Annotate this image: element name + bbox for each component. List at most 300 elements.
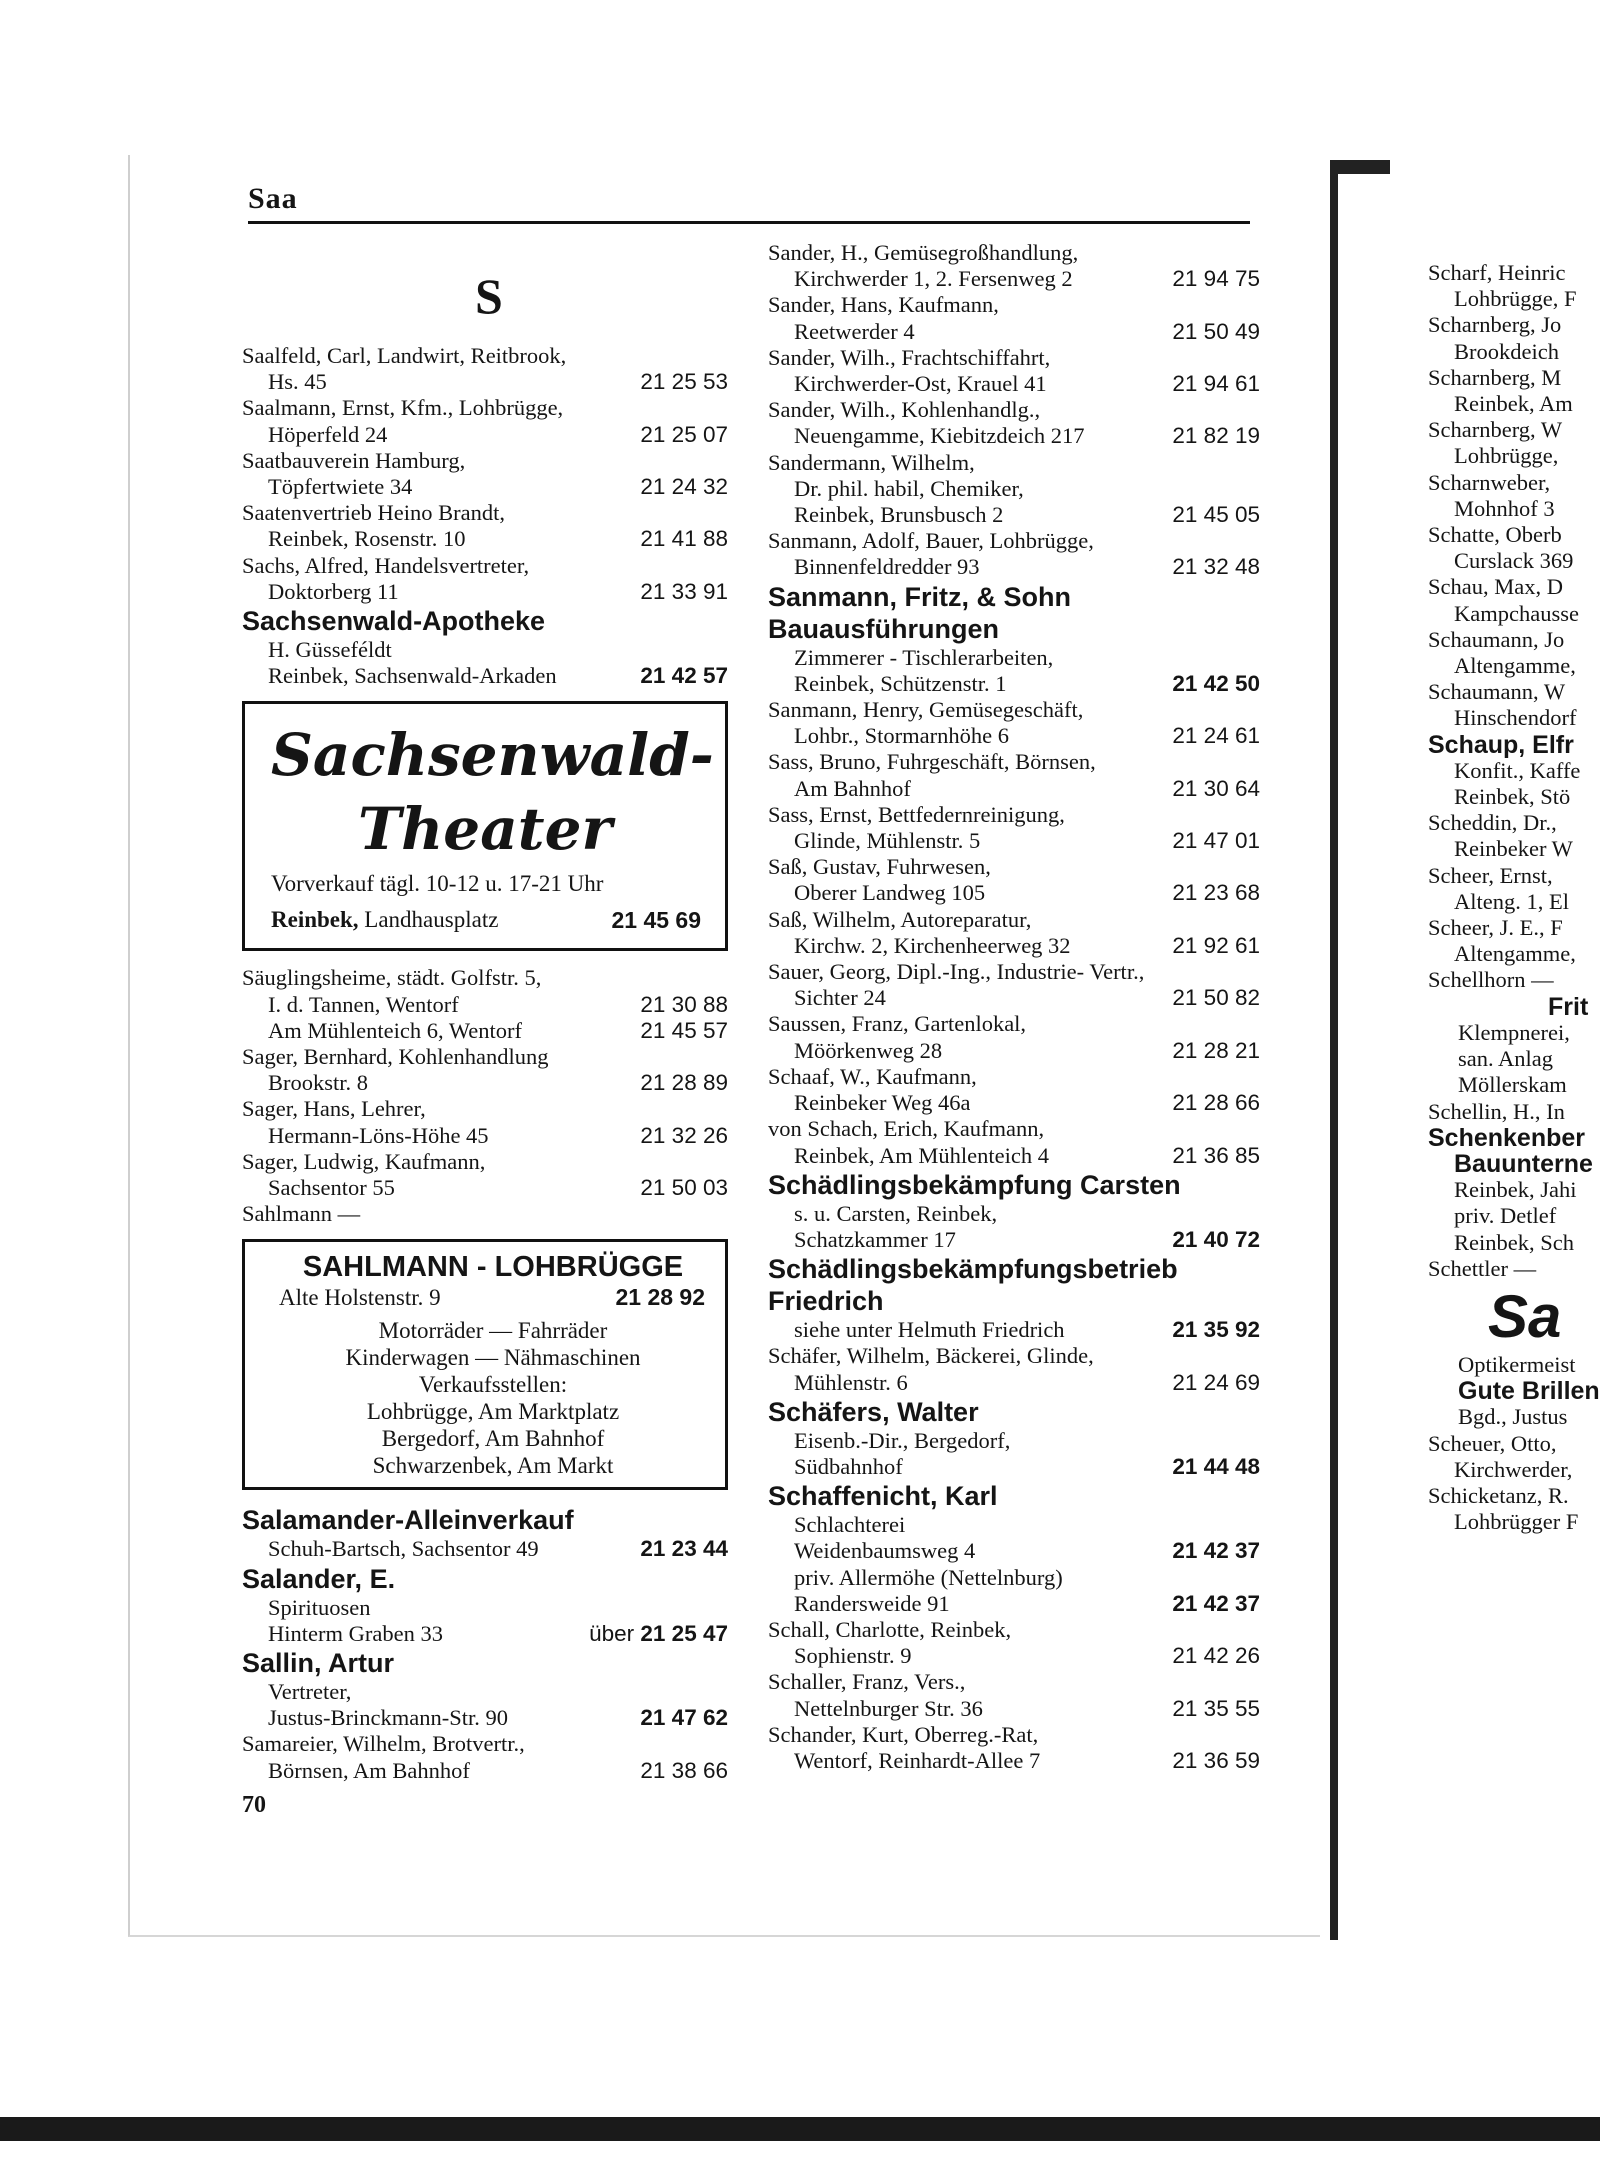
entry-phone: 21 38 66 xyxy=(640,1757,728,1783)
ad-theater-title-2: Theater xyxy=(357,795,613,864)
entry-number-group xyxy=(1172,828,1260,854)
column-facing xyxy=(1428,260,1600,1535)
entry-number-group xyxy=(640,579,728,605)
column-middle xyxy=(768,240,1260,1774)
entry-row xyxy=(768,933,1260,959)
entry-name: Sachs, Alfred, Handelsvertreter, xyxy=(242,552,530,578)
entry-number-group xyxy=(589,1621,728,1647)
entry-phone: 21 25 47 xyxy=(640,1620,728,1646)
facing-entry-fragment: Schicketanz, R. xyxy=(1428,1482,1569,1508)
entry-address: Börnsen, Am Bahnhof xyxy=(268,1757,470,1783)
facing-entry-fragment: Scharnberg, W xyxy=(1428,417,1563,443)
entry-row xyxy=(768,266,1260,292)
entry-name: Sanmann, Henry, Gemüsegeschäft, xyxy=(768,697,1084,723)
facing-entry-fragment: Alteng. 1, El xyxy=(1454,888,1569,914)
entry-phone: 21 42 50 xyxy=(1172,670,1260,696)
ad-sachsenwald-theater: Sachsenwald- Theater Vorverkauf tägl. 10-12 u. 17-21 Uhr Reinbek, Landhausplatz 21 45 69 xyxy=(242,701,728,951)
entry-phone: 21 50 49 xyxy=(1172,318,1260,344)
directory-entry xyxy=(242,1504,728,1562)
entry-row xyxy=(768,1454,1260,1480)
entry-row xyxy=(768,1227,1260,1253)
facing-entry-fragment: Hinschendorf xyxy=(1454,705,1577,731)
directory-entry xyxy=(242,1647,728,1731)
entry-phone: 21 50 82 xyxy=(1172,985,1260,1011)
facing-entry-fragment: Kampchausse xyxy=(1454,600,1579,626)
entry-phone: 21 94 61 xyxy=(1172,371,1260,397)
facing-entry-fragment: Lohbrügger F xyxy=(1454,1509,1579,1535)
entry-phone: 21 42 26 xyxy=(1172,1643,1260,1669)
entry-phone: 21 94 75 xyxy=(1172,266,1260,292)
entry-phone: 21 36 59 xyxy=(1172,1747,1260,1773)
entry-address: Randersweide 91 xyxy=(794,1590,950,1616)
entry-address: Möörkenweg 28 xyxy=(794,1037,943,1063)
entry-address: Sophienstr. 9 xyxy=(794,1643,912,1669)
entry-heading: Schaffenicht, Karl xyxy=(768,1481,998,1512)
entry-address: Reetwerder 4 xyxy=(794,318,915,344)
directory-entry xyxy=(242,395,728,447)
entry-name: Sager, Hans, Lehrer, xyxy=(242,1096,426,1122)
entry-row xyxy=(768,1643,1260,1669)
directory-entry xyxy=(768,1343,1260,1395)
entry-phone: 21 25 53 xyxy=(640,369,728,395)
entry-name: Saalmann, Ernst, Kfm., Lohbrügge, xyxy=(242,395,564,421)
entry-number-group xyxy=(1172,880,1260,906)
entry-number-group xyxy=(1172,1370,1260,1396)
entry-name: Saß, Wilhelm, Autoreparatur, xyxy=(768,906,1032,932)
entry-address: Brookstr. 8 xyxy=(268,1070,369,1096)
entry-row xyxy=(768,319,1260,345)
entry-phone: 21 32 26 xyxy=(640,1122,728,1148)
facing-entry-fragment: Möllerskam xyxy=(1458,1072,1567,1098)
entry-address: Reinbeker Weg 46a xyxy=(794,1090,971,1116)
directory-entry xyxy=(768,240,1260,292)
directory-entry xyxy=(768,1480,1260,1617)
facing-entry-fragment: Scharnweber, xyxy=(1428,469,1551,495)
entry-name: Sander, H., Gemüsegroßhandlung, xyxy=(768,240,1079,265)
directory-entry xyxy=(768,1116,1260,1168)
entry-row xyxy=(242,992,728,1018)
entry-name: Säuglingsheime, städt. Golfstr. 5, xyxy=(242,965,542,991)
entry-address: Kirchwerder 1, 2. Fersenweg 2 xyxy=(794,266,1073,292)
entry-heading: Schädlingsbekämpfungsbetrieb xyxy=(768,1254,1178,1285)
directory-entry xyxy=(242,1044,728,1096)
entry-name: Saalfeld, Carl, Landwirt, Reitbrook, xyxy=(242,343,567,368)
entry-phone: 21 92 61 xyxy=(1172,932,1260,958)
entry-address: Glinde, Mühlenstr. 5 xyxy=(794,828,981,854)
entry-row xyxy=(768,1370,1260,1396)
directory-entry xyxy=(242,965,728,1017)
facing-entry-fragment: Reinbek, Stö xyxy=(1454,784,1571,810)
entry-phone: 21 25 07 xyxy=(640,421,728,447)
entry-detail: priv. Allermöhe (Nettelnburg) xyxy=(794,1564,1063,1590)
entry-row xyxy=(768,1748,1260,1774)
entry-heading-cont: Friedrich xyxy=(768,1286,884,1317)
entry-number-group xyxy=(1172,266,1260,292)
entry-number-group xyxy=(1172,1643,1260,1669)
entry-address: Südbahnhof xyxy=(794,1453,903,1479)
entry-address: Wentorf, Reinhardt-Allee 7 xyxy=(794,1747,1041,1773)
entry-number-group xyxy=(1172,1317,1260,1343)
facing-entry-fragment: Curslack 369 xyxy=(1454,548,1574,574)
entry-row xyxy=(242,1621,728,1647)
entry-name: Sander, Wilh., Kohlenhandlg., xyxy=(768,397,1041,423)
entry-row xyxy=(242,1123,728,1149)
entry-number-group xyxy=(640,369,728,395)
entry-number-group xyxy=(640,1705,728,1731)
entry-row xyxy=(768,423,1260,449)
entry-number-group xyxy=(1172,933,1260,959)
directory-entry xyxy=(768,1396,1260,1480)
entry-number-group xyxy=(640,1123,728,1149)
entry-row xyxy=(768,371,1260,397)
entry-name: Sass, Ernst, Bettfedernreinigung, xyxy=(768,801,1065,827)
entry-phone: 21 35 92 xyxy=(1172,1317,1260,1343)
entry-row xyxy=(768,723,1260,749)
directory-entry xyxy=(768,802,1260,854)
entry-number-group xyxy=(1172,1538,1260,1564)
entry-phone: 21 50 03 xyxy=(640,1175,728,1201)
entry-row xyxy=(768,1538,1260,1564)
entry-address: Reinbek, Brunsbusch 2 xyxy=(794,502,1004,528)
entry-address: Schatzkammer 17 xyxy=(794,1226,956,1252)
entry-address: Nettelnburger Str. 36 xyxy=(794,1695,983,1721)
column-left xyxy=(242,343,728,1818)
directory-entry xyxy=(768,345,1260,397)
entry-phone: 21 23 68 xyxy=(1172,880,1260,906)
directory-entry xyxy=(768,1669,1260,1721)
entry-number-group xyxy=(640,422,728,448)
facing-entry-fragment: Schatte, Oberb xyxy=(1428,522,1562,548)
entry-row xyxy=(242,1018,728,1044)
directory-entry xyxy=(768,581,1260,697)
entry-row xyxy=(242,1758,728,1784)
entry-name: Schaaf, W., Kaufmann, xyxy=(768,1063,977,1089)
entry-phone: 21 47 62 xyxy=(640,1705,728,1731)
entry-heading: Salander, E. xyxy=(242,1563,396,1594)
entry-address: Hinterm Graben 33 xyxy=(268,1620,443,1646)
entry-phone: 21 36 85 xyxy=(1172,1142,1260,1168)
entry-phone: 21 45 57 xyxy=(640,1017,728,1043)
entry-number-group xyxy=(1172,319,1260,345)
entry-phone: 21 28 89 xyxy=(640,1070,728,1096)
entry-number-group xyxy=(1172,723,1260,749)
entry-number-group xyxy=(1172,1696,1260,1722)
entry-address: Hermann-Löns-Höhe 45 xyxy=(268,1122,489,1148)
facing-entry-fragment: Mohnhof 3 xyxy=(1454,495,1555,521)
entry-name: Saussen, Franz, Gartenlokal, xyxy=(768,1011,1027,1037)
facing-entry-fragment: Reinbek, Sch xyxy=(1454,1229,1574,1255)
entry-address: Töpfertwiete 34 xyxy=(268,474,413,500)
entry-heading: Sanmann, Fritz, & Sohn xyxy=(768,581,1072,612)
entry-row xyxy=(768,1317,1260,1343)
entry-name: Samareier, Wilhelm, Brotvertr., xyxy=(242,1731,525,1757)
directory-entry xyxy=(242,1731,728,1783)
entry-phone: 21 82 19 xyxy=(1172,423,1260,449)
facing-entry-fragment: Schaumann, Jo xyxy=(1428,626,1565,652)
directory-entry xyxy=(768,450,1260,529)
entry-phone: 21 30 64 xyxy=(1172,775,1260,801)
entry-name: Sager, Ludwig, Kaufmann, xyxy=(242,1148,486,1174)
entry-address: Sachsentor 55 xyxy=(268,1175,395,1201)
entry-number-group xyxy=(1172,1227,1260,1253)
entry-address: Am Bahnhof xyxy=(794,775,911,801)
entry-name: von Schach, Erich, Kaufmann, xyxy=(768,1116,1045,1142)
page-number: 70 xyxy=(242,1791,266,1818)
facing-entry-fragment: Bgd., Justus xyxy=(1458,1404,1568,1430)
entry-number-group xyxy=(1172,502,1260,528)
entry-number-group xyxy=(640,1175,728,1201)
facing-entry-fragment: Scheer, J. E., F xyxy=(1428,915,1563,941)
directory-entry xyxy=(242,1096,728,1148)
entry-number-group xyxy=(640,1758,728,1784)
entry-phone: 21 30 88 xyxy=(640,991,728,1017)
entry-name: Saatenvertrieb Heino Brandt, xyxy=(242,500,506,526)
entry-number-group xyxy=(1172,423,1260,449)
entry-row xyxy=(242,369,728,395)
entry-address: Binnenfeldredder 93 xyxy=(794,554,980,580)
directory-entry xyxy=(768,397,1260,449)
facing-entry-fragment: Schenkenber xyxy=(1428,1123,1586,1152)
entry-row xyxy=(242,1070,728,1096)
directory-entry xyxy=(768,749,1260,801)
facing-page-corner xyxy=(1330,160,1390,174)
entry-row xyxy=(768,880,1260,906)
facing-entry-fragment: Sa xyxy=(1488,1282,1562,1350)
entry-apotheke: Sachsenwald-Apotheke H. Güsseféldt Reinbek, Sachsenwald-Arkaden 21 42 57 xyxy=(242,606,728,689)
directory-entry xyxy=(242,448,728,500)
entry-phone: 21 24 61 xyxy=(1172,723,1260,749)
entry-row xyxy=(242,1705,728,1731)
entry-name: Schaller, Franz, Vers., xyxy=(768,1669,966,1695)
entry-number-group xyxy=(1172,776,1260,802)
facing-entry-fragment: Scheer, Ernst, xyxy=(1428,862,1553,888)
facing-entry-fragment: Schau, Max, D xyxy=(1428,574,1563,600)
facing-entry-fragment: Scheuer, Otto, xyxy=(1428,1430,1557,1456)
entry-name: Sager, Bernhard, Kohlenhandlung xyxy=(242,1044,549,1070)
entry-address: Kirchw. 2, Kirchenheerweg 32 xyxy=(794,932,1071,958)
entry-row xyxy=(242,422,728,448)
entry-number-group xyxy=(640,474,728,500)
facing-page xyxy=(1330,160,1600,1940)
entry-phone: 21 28 66 xyxy=(1172,1090,1260,1116)
entry-row xyxy=(242,526,728,552)
entry-number-group xyxy=(1172,1143,1260,1169)
facing-entry-fragment: Schellhorn — xyxy=(1428,967,1554,993)
facing-entry-fragment: Scharnberg, M xyxy=(1428,364,1562,390)
entry-number-group xyxy=(1172,554,1260,580)
facing-entry-fragment: Konfit., Kaffe xyxy=(1454,757,1581,783)
entry-row xyxy=(768,828,1260,854)
entry-phone: 21 42 37 xyxy=(1172,1538,1260,1564)
entry-row xyxy=(768,1090,1260,1116)
entry-address: Weidenbaumsweg 4 xyxy=(794,1538,976,1564)
scan-bottom-band xyxy=(0,2117,1600,2141)
directory-page xyxy=(128,155,1320,1937)
entry-name: Sandermann, Wilhelm, xyxy=(768,449,975,475)
entry-detail: Zimmerer - Tischlerarbeiten, xyxy=(794,644,1054,670)
entry-address: Schuh-Bartsch, Sachsentor 49 xyxy=(268,1536,539,1562)
entry-address: Hs. 45 xyxy=(268,369,327,395)
entry-phone: 21 42 37 xyxy=(1172,1590,1260,1616)
facing-entry-fragment: Lohbrügge, xyxy=(1454,443,1559,469)
entry-name: Sanmann, Adolf, Bauer, Lohbrügge, xyxy=(768,528,1094,554)
directory-entry xyxy=(768,907,1260,959)
entry-heading: Schädlingsbekämpfung Carsten xyxy=(768,1169,1181,1200)
entry-row xyxy=(242,474,728,500)
directory-entry xyxy=(242,500,728,552)
entry-detail: Spirituosen xyxy=(268,1594,371,1620)
facing-entry-fragment: Schettler — xyxy=(1428,1255,1537,1281)
entry-address: Sichter 24 xyxy=(794,985,886,1011)
facing-entry-fragment: Lohbrügge, F xyxy=(1454,286,1577,312)
running-head: Saa xyxy=(248,182,298,215)
entry-phone: 21 40 72 xyxy=(1172,1226,1260,1252)
sahlmann-ref: Sahlmann — xyxy=(242,1201,361,1227)
ad-theater-title-1: Sachsenwald- xyxy=(271,721,714,790)
entry-phone: 21 41 88 xyxy=(640,526,728,552)
entry-row xyxy=(242,1175,728,1201)
directory-entry xyxy=(768,1011,1260,1063)
entry-heading: Salamander-Alleinverkauf xyxy=(242,1505,574,1536)
facing-entry-fragment: Frit xyxy=(1548,992,1589,1021)
entry-name: Sander, Hans, Kaufmann, xyxy=(768,292,999,318)
facing-page-gutter xyxy=(1330,160,1338,1940)
entry-row xyxy=(768,1591,1260,1617)
facing-entry-fragment: Optikermeist xyxy=(1458,1351,1576,1377)
entry-phone: 21 47 01 xyxy=(1172,828,1260,854)
entry-phone: 21 32 48 xyxy=(1172,554,1260,580)
entry-address: Justus-Brinckmann-Str. 90 xyxy=(268,1705,508,1731)
facing-entry-fragment: Kirchwerder, xyxy=(1454,1456,1573,1482)
entry-detail: Schlachterei xyxy=(794,1512,906,1538)
ad-sahlmann: SAHLMANN - LOHBRÜGGE Alte Holstenstr. 9 21 28 92 Motorräder — Fahrräder Kinderwagen — Nähmaschinen Verkaufsstellen: Lohbrügge, Am Marktplatz Bergedorf, Am Bahnhof Schwarzenbek, Am Markt xyxy=(242,1239,728,1490)
entry-name: Sander, Wilh., Frachtschiffahrt, xyxy=(768,344,1051,370)
entry-heading: Sallin, Artur xyxy=(242,1648,395,1679)
entry-name: Sass, Bruno, Fuhrgeschäft, Börnsen, xyxy=(768,749,1096,775)
entry-row xyxy=(768,1038,1260,1064)
facing-entry-fragment: Altengamme, xyxy=(1454,941,1576,967)
entry-name: Schäfer, Wilhelm, Bäckerei, Glinde, xyxy=(768,1343,1094,1369)
directory-entry xyxy=(768,1169,1260,1253)
facing-entry-fragment: Schellin, H., In xyxy=(1428,1098,1565,1124)
entry-address: Reinbek, Schützenstr. 1 xyxy=(794,670,1007,696)
entry-address: I. d. Tannen, Wentorf xyxy=(268,991,459,1017)
entry-number-group xyxy=(1172,1038,1260,1064)
facing-entry-fragment: Altengamme, xyxy=(1454,653,1576,679)
entry-row xyxy=(768,671,1260,697)
facing-entry-fragment: Reinbek, Jahi xyxy=(1454,1177,1577,1203)
entry-phone: 21 33 91 xyxy=(640,578,728,604)
facing-entry-fragment: Reinbeker W xyxy=(1454,836,1573,862)
entry-detail: Eisenb.-Dir., Bergedorf, xyxy=(794,1427,1011,1453)
directory-entry xyxy=(768,697,1260,749)
facing-entry-fragment: Scheddin, Dr., xyxy=(1428,810,1557,836)
entry-number-group xyxy=(640,1536,728,1562)
entry-name: Schander, Kurt, Oberreg.-Rat, xyxy=(768,1721,1039,1747)
entry-address: Oberer Landweg 105 xyxy=(794,880,986,906)
directory-entry xyxy=(768,292,1260,344)
facing-entry-fragment: Brookdeich xyxy=(1454,338,1559,364)
entry-number-group xyxy=(640,992,728,1018)
entry-name: Saatbauverein Hamburg, xyxy=(242,447,466,473)
directory-entry xyxy=(768,959,1260,1011)
entry-number-group xyxy=(1172,1454,1260,1480)
entry-number-group xyxy=(1172,1090,1260,1116)
directory-entry xyxy=(768,1253,1260,1343)
entry-address: Reinbek, Rosenstr. 10 xyxy=(268,526,466,552)
entry-row xyxy=(242,579,728,605)
entry-detail: s. u. Carsten, Reinbek, xyxy=(794,1200,998,1226)
header-rule xyxy=(248,221,1250,224)
entry-row xyxy=(768,1696,1260,1722)
entry-name: Saß, Gustav, Fuhrwesen, xyxy=(768,854,991,880)
entry-address: Kirchwerder-Ost, Krauel 41 xyxy=(794,371,1047,397)
entry-address: Mühlenstr. 6 xyxy=(794,1369,908,1395)
entry-number-group xyxy=(1172,1748,1260,1774)
entry-address: Lohbr., Stormarnhöhe 6 xyxy=(794,723,1009,749)
entry-address: Doktorberg 11 xyxy=(268,578,399,604)
directory-entry xyxy=(242,1563,728,1647)
entry-number-group xyxy=(1172,985,1260,1011)
entry-address: Neuengamme, Kiebitzdeich 217 xyxy=(794,423,1085,449)
entry-row xyxy=(768,502,1260,528)
entry-row xyxy=(768,1143,1260,1169)
entry-phone: 21 24 69 xyxy=(1172,1369,1260,1395)
entry-address: Reinbek, Am Mühlenteich 4 xyxy=(794,1142,1049,1168)
facing-entry-fragment: Scharnberg, Jo xyxy=(1428,312,1562,338)
entry-phone: 21 44 48 xyxy=(1172,1453,1260,1479)
directory-entry xyxy=(768,854,1260,906)
entry-address: Höperfeld 24 xyxy=(268,421,388,447)
entry-name: Sauer, Georg, Dipl.-Ing., Industrie- Vertr., xyxy=(768,959,1145,985)
entry-detail: Vertreter, xyxy=(268,1679,352,1705)
entry-row xyxy=(242,1536,728,1562)
facing-entry-fragment: Bauunterne xyxy=(1454,1149,1593,1178)
entry-detail: Dr. phil. habil, Chemiker, xyxy=(794,475,1024,501)
directory-entry xyxy=(768,528,1260,580)
directory-entry xyxy=(242,1149,728,1201)
entry-number-group xyxy=(640,526,728,552)
entry-row xyxy=(768,776,1260,802)
facing-entry-fragment: san. Anlag xyxy=(1458,1046,1553,1072)
entry-row xyxy=(768,554,1260,580)
entry-address: siehe unter Helmuth Friedrich xyxy=(794,1317,1065,1343)
directory-entry xyxy=(768,1617,1260,1669)
entry-phone: 21 23 44 xyxy=(640,1536,728,1562)
facing-entry-fragment: Schaumann, W xyxy=(1428,679,1566,705)
facing-entry-fragment: Schaup, Elfr xyxy=(1428,730,1574,759)
directory-entry xyxy=(768,1064,1260,1116)
entry-phone: 21 24 32 xyxy=(640,474,728,500)
facing-entry-fragment: Klempnerei, xyxy=(1458,1019,1570,1045)
entry-row xyxy=(768,985,1260,1011)
entry-number-group xyxy=(1172,671,1260,697)
entry-via: über xyxy=(589,1620,641,1646)
directory-entry xyxy=(242,553,728,605)
directory-entry xyxy=(768,1722,1260,1774)
facing-entry-fragment: priv. Detlef xyxy=(1454,1203,1557,1229)
entry-address: Am Mühlenteich 6, Wentorf xyxy=(268,1017,522,1043)
directory-entry xyxy=(242,343,728,395)
directory-entry xyxy=(242,1018,728,1044)
facing-entry-fragment: Reinbek, Am xyxy=(1454,391,1573,417)
facing-entry-fragment: Scharf, Heinric xyxy=(1428,260,1566,285)
entry-heading: Schäfers, Walter xyxy=(768,1396,979,1427)
entry-name: Schall, Charlotte, Reinbek, xyxy=(768,1616,1012,1642)
entry-number-group xyxy=(640,1070,728,1096)
entry-heading-cont: Bauausführungen xyxy=(768,613,1000,644)
entry-phone: 21 28 21 xyxy=(1172,1037,1260,1063)
